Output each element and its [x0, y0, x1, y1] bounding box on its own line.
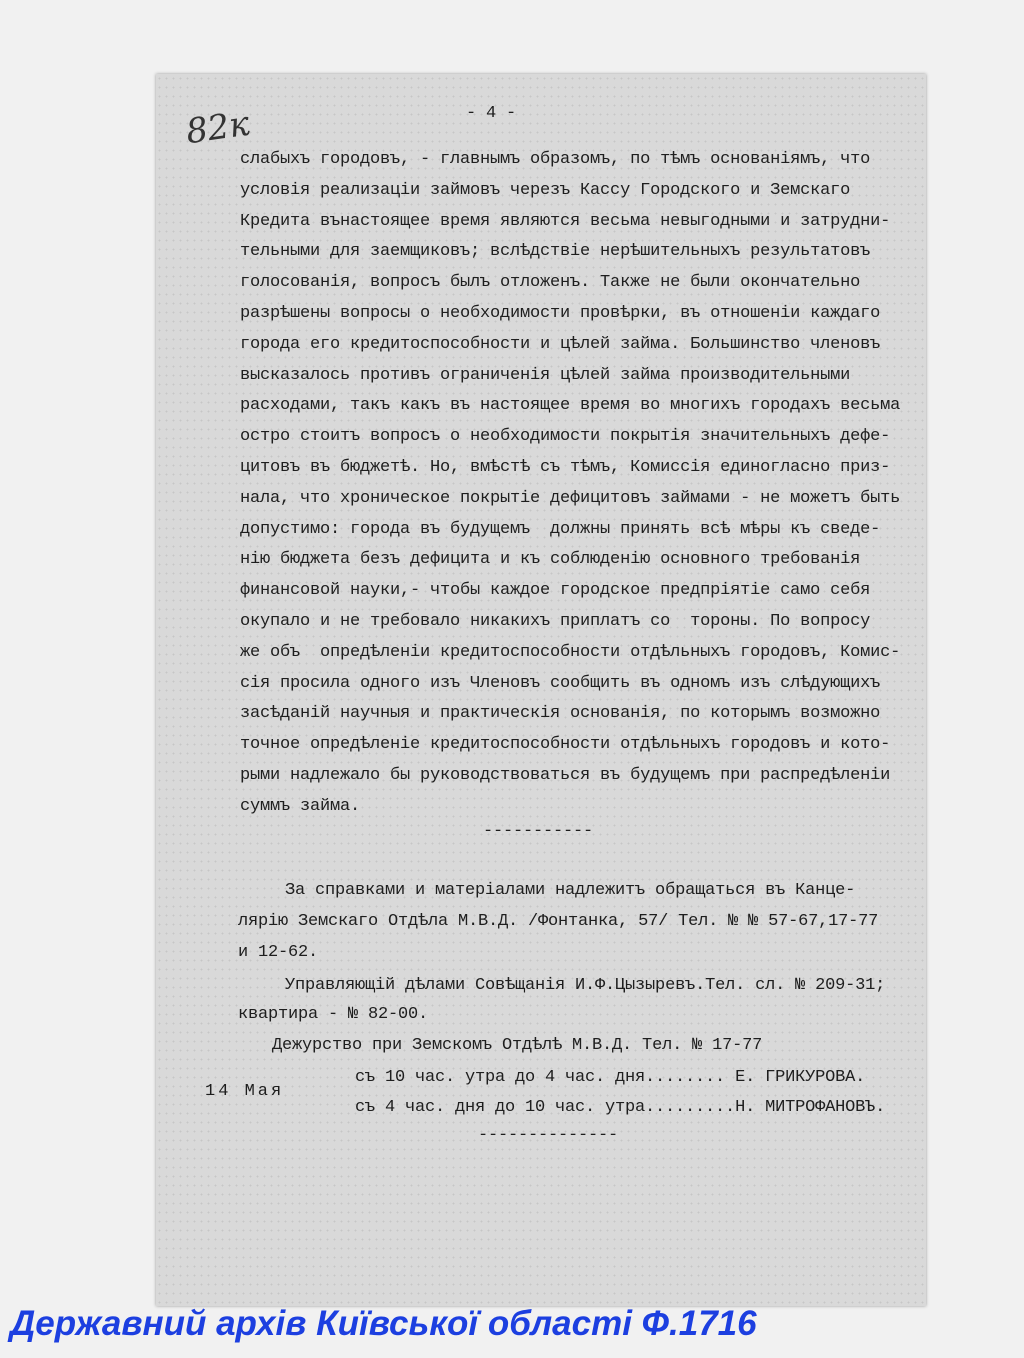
text-line: условія реализаціи займовъ черезъ Кассу Городского и Земскаго — [240, 180, 851, 200]
text-line: цитовъ въ бюджетѣ. Но, вмѣстѣ съ тѣмъ, Комиссія единогласно приз- — [240, 457, 891, 477]
text-line: же объ опредѣленіи кредитоспособности отдѣльныхъ городовъ, Комис- — [240, 642, 901, 662]
contacts-line: квартира - № 82-00. — [238, 1005, 429, 1024]
duty-shift: съ 4 час. дня до 10 час. утра.........Н. МИТРОФАНОВЪ. — [355, 1098, 886, 1117]
text-line: Кредита вънастоящее время являются весьма невыгодными и затрудни- — [240, 211, 891, 231]
text-line: засѣданій научныя и практическія основанія, по которымъ возможно — [240, 704, 881, 724]
text-line: рыми надлежало бы руководствоваться въ будущемъ при распредѣленіи — [240, 765, 891, 785]
text-line: расходами, такъ какъ въ настоящее время во многихъ городахъ весьма — [240, 396, 901, 416]
text-line: слабыхъ городовъ, - главнымъ образомъ, по тѣмъ основаніямъ, что — [240, 150, 871, 169]
text-line: нію бюджета безъ дефицита и къ соблюденію основного требованія — [240, 550, 861, 570]
page-number: - 4 - — [466, 104, 517, 123]
text-line: высказалось противъ ограниченія цѣлей займа производительными — [240, 365, 851, 385]
text-line: финансовой науки,- чтобы каждое городское предпріятіе само себя — [240, 581, 871, 601]
separator: -------------- — [478, 1126, 619, 1145]
text-line: нала, что хроническое покрытіе дефицитовъ займами - не можетъ быть — [240, 488, 901, 508]
text-line: голосованія, вопросъ былъ отложенъ. Также не были окончательно — [240, 273, 861, 293]
text-line: тельными для заемщиковъ; вслѣдствіе нерѣшительныхъ результатовъ — [240, 242, 871, 262]
text-line: окупало и не требовало никакихъ приплатъ со тороны. По вопросу — [240, 611, 871, 631]
text-line: города его кредитоспособности и цѣлей займа. Большинство членовъ — [240, 334, 881, 354]
text-line: точное опредѣленіе кредитоспособности отдѣльныхъ городовъ и кото- — [240, 735, 891, 755]
separator: ----------- — [483, 822, 594, 841]
text-line: сія просила одного изъ Членовъ сообщить въ одномъ изъ слѣдующихъ — [240, 673, 881, 693]
text-line: разрѣшены вопросы о необходимости провѣрки, въ отношеніи каждаго — [240, 303, 881, 323]
contacts-line: За справками и матеріалами надлежитъ обращаться въ Канце- — [285, 881, 856, 900]
contacts-line: Управляющій дѣлами Совѣщанія И.Ф.Цызыревъ.Тел. сл. № 209-31; — [285, 976, 886, 995]
text-line: суммъ займа. — [240, 796, 361, 816]
duty-date: 14 Мая — [205, 1082, 285, 1101]
contacts-line: Дежурство при Земскомъ Отдѣлѣ М.В.Д. Тел. № 17-77 — [272, 1036, 763, 1055]
contacts-line: лярію Земскаго Отдѣла М.В.Д. /Фонтанка, 57/ Тел. № № 57-67,17-77 — [238, 912, 879, 931]
archive-mark: 82к — [183, 103, 253, 153]
text-line: остро стоитъ вопросъ о необходимости покрытія значительныхъ дефе- — [240, 427, 891, 447]
contacts-line: и 12-62. — [238, 943, 319, 962]
archive-caption: Державний архів Київської області Ф.1716 — [10, 1304, 757, 1343]
body-text — [240, 145, 900, 823]
text-line: допустимо: города въ будущемъ должны принять всѣ мѣры къ сведе- — [240, 519, 881, 539]
duty-shift: съ 10 час. утра до 4 час. дня........ Е. ГРИКУРОВА. — [355, 1068, 866, 1087]
